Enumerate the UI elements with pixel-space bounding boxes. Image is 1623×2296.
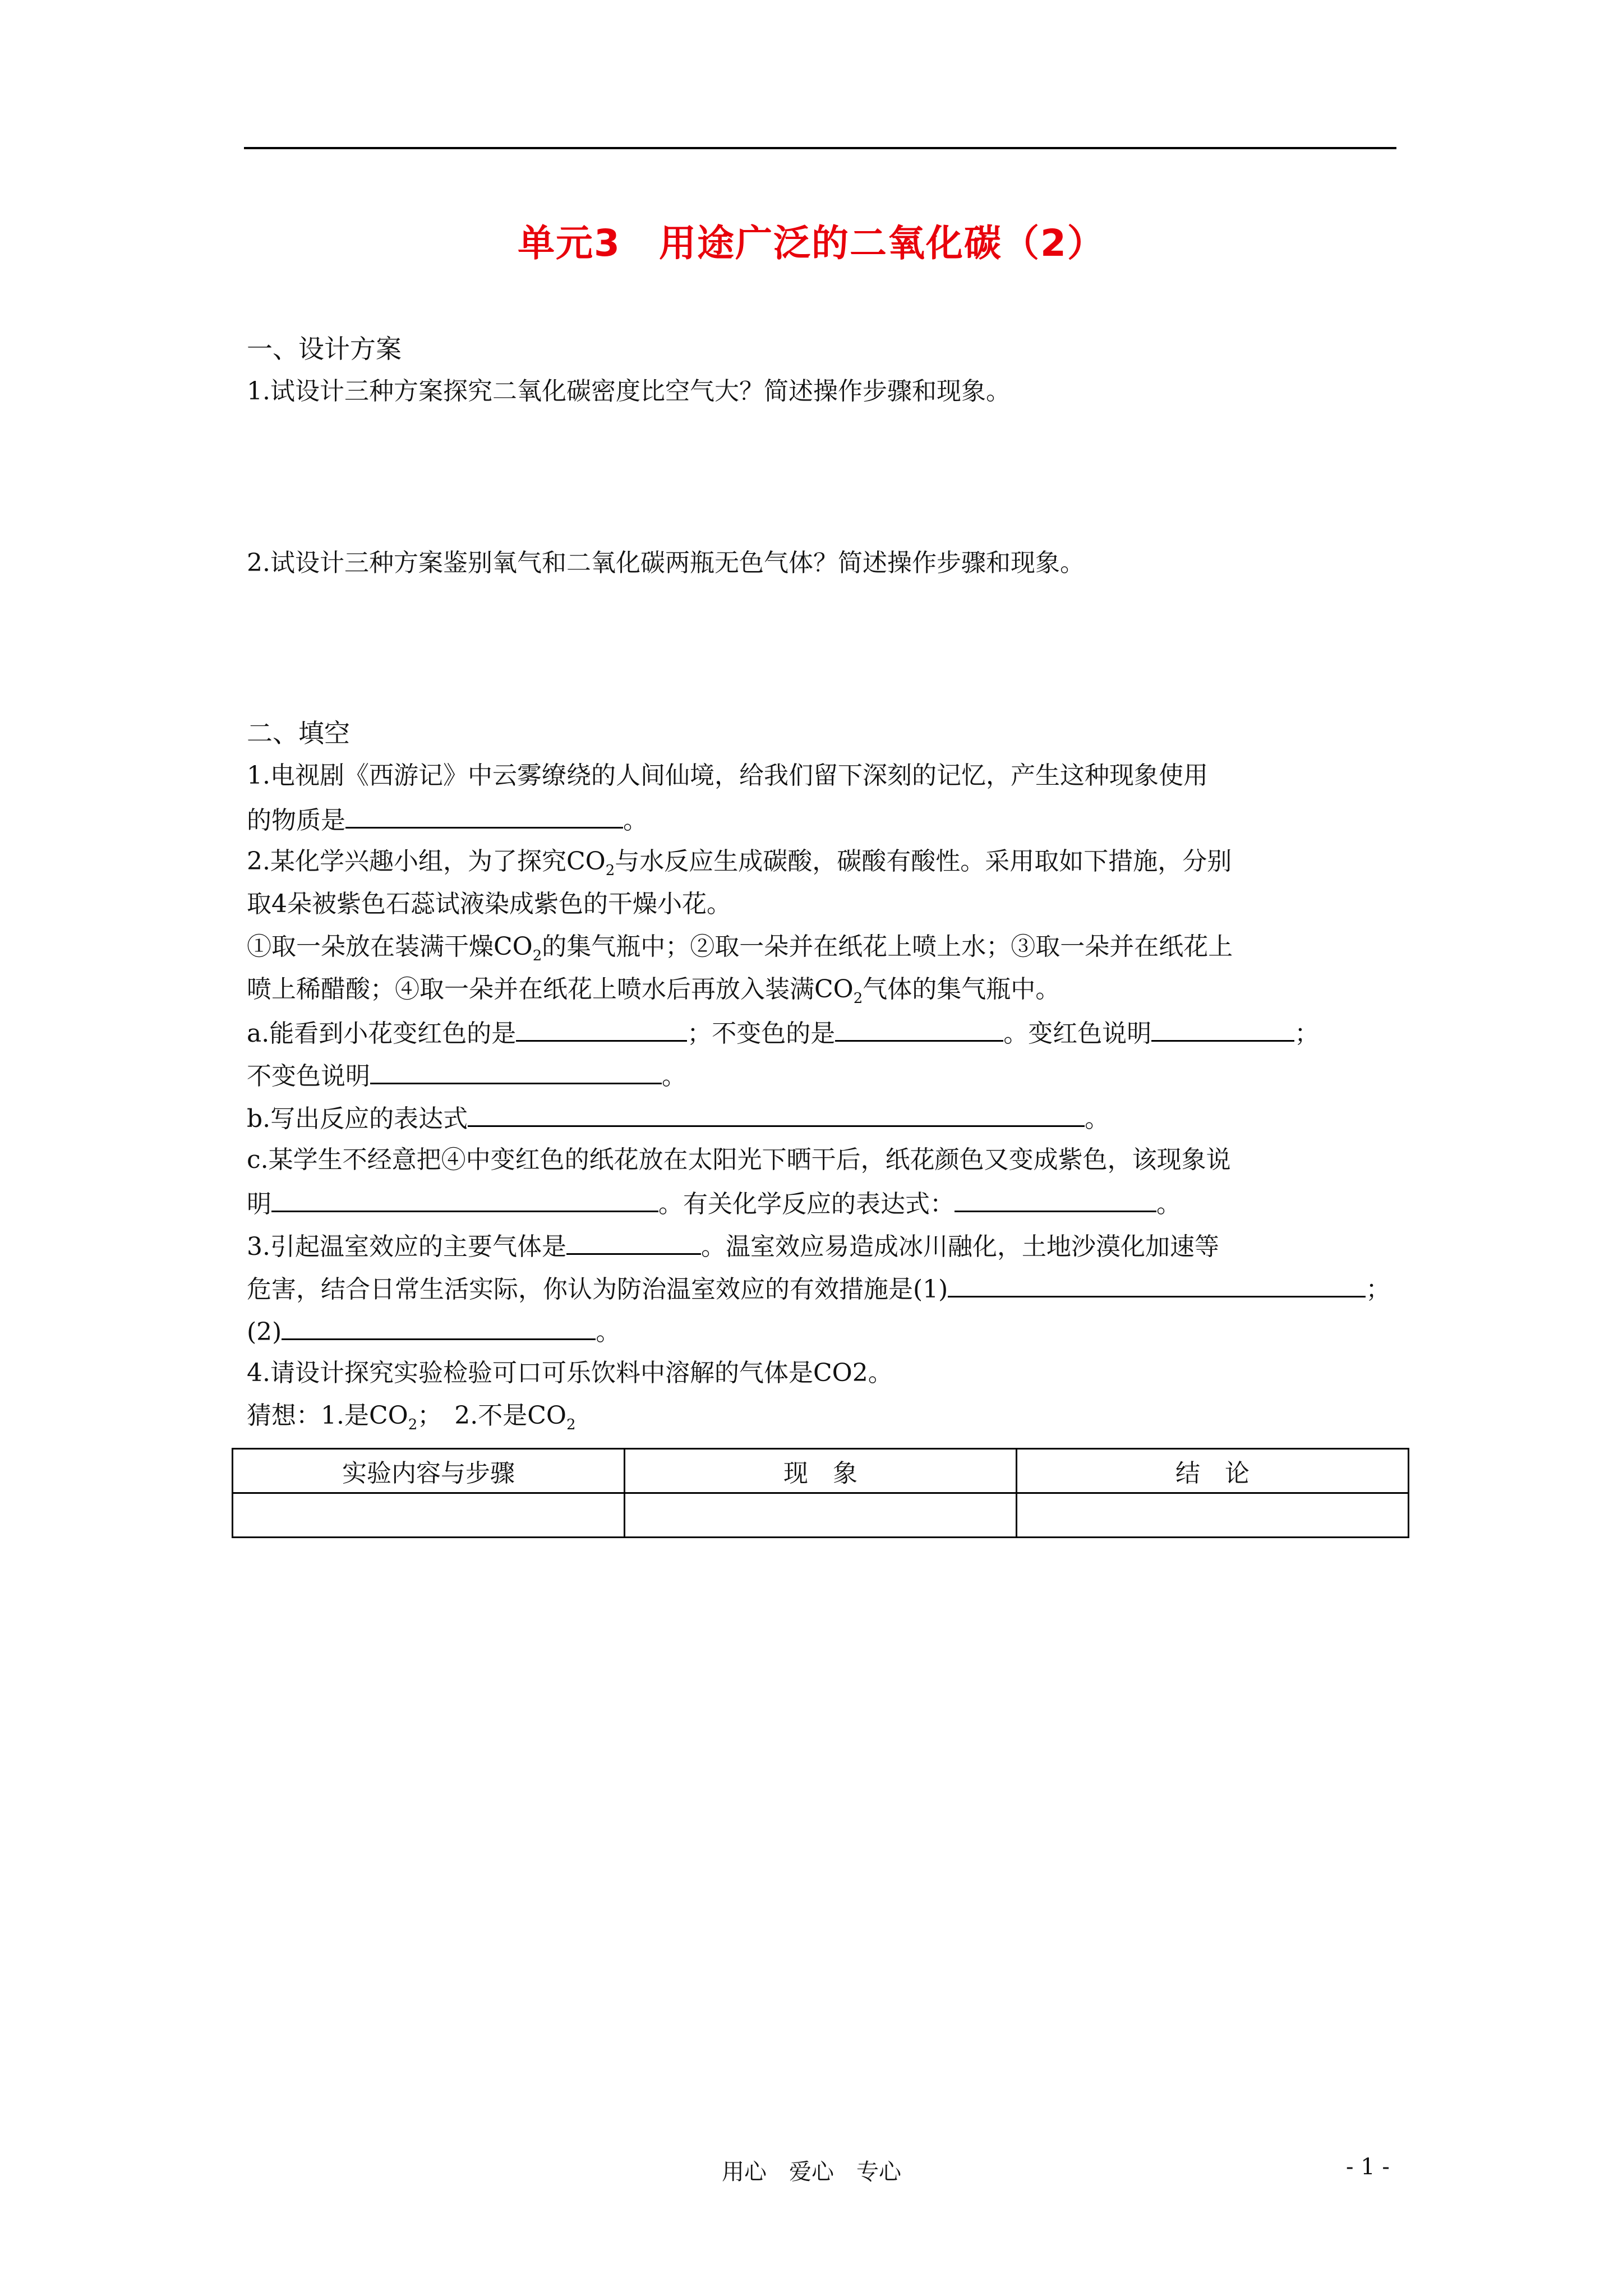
answer-blank[interactable] <box>835 1015 1003 1042</box>
answer-blank[interactable] <box>282 1314 596 1340</box>
section2-heading: 二、填空 <box>247 718 350 748</box>
text: 不变色说明 <box>247 1062 370 1091</box>
fill-q2-line1 <box>247 845 1232 887</box>
answer-blank[interactable] <box>948 1271 1366 1297</box>
experiment-table <box>232 1448 1409 1538</box>
section1-question-1: 1.试设计三种方案探究二氧化碳密度比空气大？简述操作步骤和现象。 <box>247 377 1011 406</box>
fill-qc-line1: c.某学生不经意把④中变红色的纸花放在太阳光下晒干后，纸花颜色又变成紫色，该现象说 <box>247 1145 1231 1174</box>
fill-q4-line: 4.请设计探究实验检验可口可乐饮料中溶解的气体是CO2。 <box>247 1359 893 1387</box>
text: b.写出反应的表达式 <box>247 1105 468 1133</box>
table-header-steps: 实验内容与步骤 <box>233 1449 625 1493</box>
text: 喷上稀醋酸；④取一朵并在纸花上喷水后再放入装满CO <box>247 975 854 1004</box>
footer-motto: 用心 爱心 专心 <box>722 2159 901 2185</box>
text: 。温室效应易造成冰川融化，土地沙漠化加速等 <box>700 1232 1219 1261</box>
text: ①取一朵放在装满干燥CO <box>247 932 533 961</box>
fill-qa-line1 <box>247 1015 1319 1051</box>
answer-blank[interactable] <box>566 1228 701 1255</box>
section1-question-2: 2.试设计三种方案鉴别氧气和二氧化碳两瓶无色气体？简述操作步骤和现象。 <box>247 549 1085 577</box>
text: 。 <box>596 1318 621 1346</box>
text: 。变红色说明 <box>1003 1019 1152 1048</box>
answer-blank[interactable] <box>1151 1015 1294 1042</box>
answer-blank[interactable] <box>271 1186 658 1212</box>
text: 与水反应生成碳酸，碳酸有酸性。采用取如下措施，分别 <box>615 847 1232 876</box>
table-cell-steps[interactable] <box>233 1493 625 1538</box>
subscript: 2 <box>532 947 542 964</box>
fill-qb-line <box>247 1101 1109 1136</box>
text: 气体的集气瓶中。 <box>863 975 1061 1004</box>
section1-heading: 一、设计方案 <box>247 334 402 364</box>
text: ； <box>1366 1275 1391 1304</box>
guess-line <box>247 1399 576 1442</box>
table-cell-conclusion[interactable] <box>1017 1493 1409 1538</box>
table-row <box>233 1493 1409 1538</box>
text: 。 <box>623 806 648 835</box>
text: 2.某化学兴趣小组，为了探究CO <box>247 847 606 876</box>
fill-qa-line2 <box>247 1058 686 1093</box>
text: (2) <box>247 1318 282 1346</box>
text: 猜想：1.是CO <box>247 1401 408 1430</box>
header-rule <box>244 147 1396 149</box>
fill-q3-line3 <box>247 1314 620 1349</box>
answer-blank[interactable] <box>516 1015 687 1042</box>
table-cell-phenomenon[interactable] <box>625 1493 1017 1538</box>
page-number: - 1 - <box>1346 2154 1390 2180</box>
text: 危害，结合日常生活实际，你认为防治温室效应的有效措施是(1) <box>247 1275 948 1304</box>
text: 3.引起温室效应的主要气体是 <box>247 1232 566 1261</box>
fill-qc-line2 <box>247 1186 1181 1221</box>
subscript: 2 <box>853 990 863 1007</box>
text: 的集气瓶中；②取一朵并在纸花上喷上水；③取一朵并在纸花上 <box>542 932 1233 961</box>
text: 。 <box>662 1062 686 1091</box>
text: ；不变色的是 <box>687 1019 836 1048</box>
answer-blank[interactable] <box>955 1186 1156 1212</box>
table-header-row <box>233 1449 1409 1493</box>
text: 的物质是 <box>247 806 345 835</box>
fill-q3-line1 <box>247 1228 1219 1264</box>
table-header-phenomenon: 现 象 <box>625 1449 1017 1493</box>
text: ； 2.不是CO <box>417 1401 566 1430</box>
fill-q1-line1: 1.电视剧《西游记》中云雾缭绕的人间仙境，给我们留下深刻的记忆，产生这种现象使用 <box>247 761 1208 790</box>
fill-q2-line2: 取4朵被紫色石蕊试液染成紫色的干燥小花。 <box>247 890 731 918</box>
answer-blank[interactable] <box>345 802 623 829</box>
fill-q2-line3 <box>247 930 1233 973</box>
subscript: 2 <box>408 1416 418 1433</box>
answer-blank[interactable] <box>468 1101 1085 1127</box>
text: 。有关化学反应的表达式： <box>658 1190 955 1218</box>
answer-blank[interactable] <box>370 1058 662 1084</box>
fill-q3-line2 <box>247 1271 1390 1306</box>
table-header-conclusion: 结 论 <box>1017 1449 1409 1493</box>
subscript: 2 <box>605 862 615 879</box>
text: 明 <box>247 1190 271 1218</box>
text: ； <box>1294 1019 1320 1048</box>
fill-q1-line2 <box>247 802 648 838</box>
subscript: 2 <box>566 1416 576 1433</box>
text: a.能看到小花变红色的是 <box>247 1019 517 1048</box>
text: 。 <box>1085 1105 1110 1133</box>
fill-q2-line4 <box>247 973 1060 1015</box>
page-title: 单元3 用途广泛的二氧化碳（2） <box>518 222 1105 265</box>
text: 。 <box>1156 1190 1181 1218</box>
